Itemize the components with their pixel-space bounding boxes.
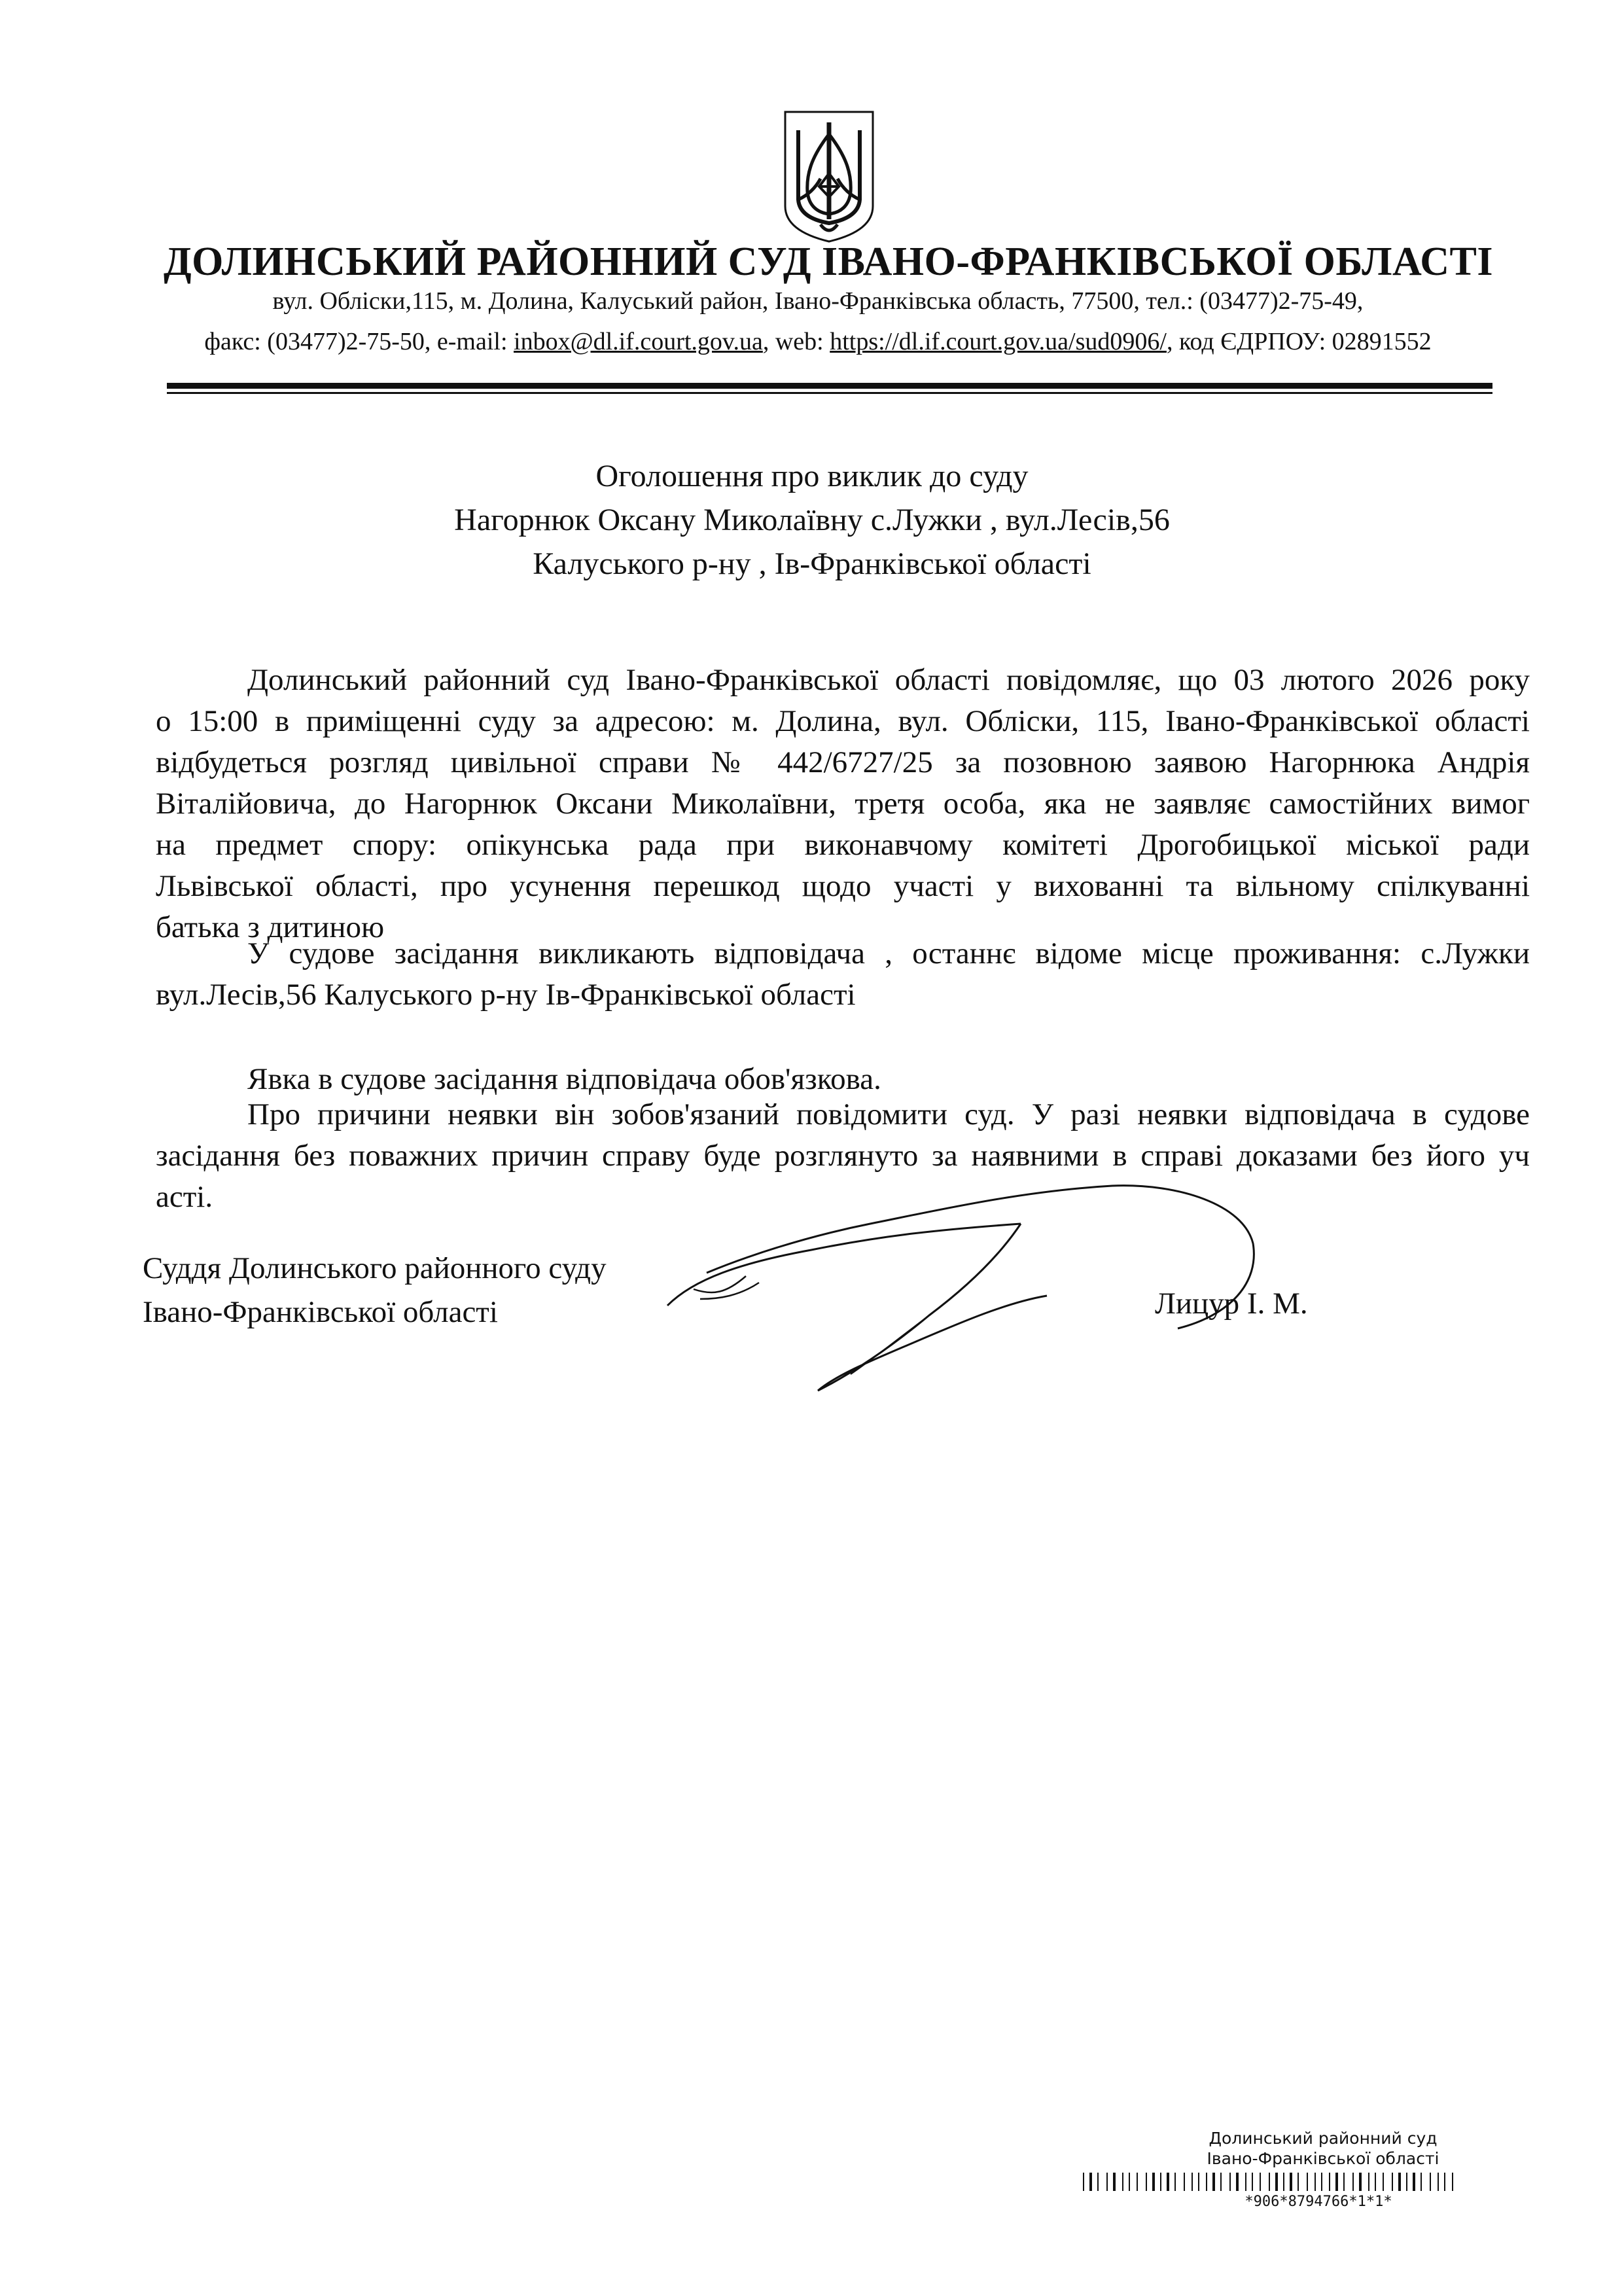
paragraph-line: відбудеться розгляд цивільної справи № 442/6727/25 за позовною заявою Нагорнюка Андрія (156, 745, 1530, 779)
header-divider-thick (167, 383, 1492, 389)
addressee-line-1: Нагорнюк Оксану Миколаївну с.Лужки , вул.Лесів,56 (454, 503, 1170, 537)
addressee-line-2: Калуського р-ну , Ів-Франківської області (533, 546, 1091, 581)
paragraph-line: Віталійовича, до Нагорнюк Оксани Миколаївни, третя особа, яка не заявляє самостійних вимог (156, 787, 1530, 821)
judge-title-line: Івано-Франківської області (143, 1295, 498, 1329)
edrpou-code: , код ЄДРПОУ: 02891552 (1166, 328, 1432, 355)
paragraph-line: асті. (156, 1180, 213, 1214)
stamp-line: Івано-Франківської області (1207, 2149, 1439, 2168)
judge-title-line: Суддя Долинського районного суду (143, 1251, 607, 1285)
paragraph-line: Долинський районний суд Івано-Франківської області повідомляє, що 03 лютого 2026 року (247, 663, 1530, 697)
email-link[interactable]: inbox@dl.if.court.gov.ua (514, 328, 763, 355)
paragraph-line: вул.Лесів,56 Калуського р-ну Ів-Франківської області (156, 978, 856, 1012)
header-divider-thin (167, 392, 1492, 394)
court-title: ДОЛИНСЬКИЙ РАЙОННИЙ СУД ІВАНО-ФРАНКІВСЬКОЇ ОБЛАСТІ (164, 240, 1493, 284)
registry-stamp (1192, 2128, 1454, 2169)
paragraph-mandatory: Явка в судове засідання відповідача обов'язкова. (247, 1062, 881, 1096)
barcode-number: *906*8794766*1*1* (1244, 2194, 1392, 2210)
paragraph-line: о 15:00 в приміщенні суду за адресою: м. Долина, вул. Обліски, 115, Івано-Франківської області (156, 704, 1530, 738)
court-address: вул. Обліски,115, м. Долина, Калуський район, Івано-Франківська область, 77500, тел.: (03477)2-75-49, (272, 287, 1364, 315)
notice-title: Оголошення про виклик до суду (595, 459, 1029, 493)
handwritten-signature-icon (654, 1165, 1276, 1414)
judge-title (143, 1247, 607, 1334)
website-link[interactable]: https://dl.if.court.gov.ua/sud0906/ (830, 328, 1167, 355)
paragraph-hearing (156, 660, 1530, 948)
stamp-line: Долинський районний суд (1209, 2129, 1438, 2148)
judge-name: Лицур І. М. (1155, 1287, 1308, 1321)
paragraph-summons (156, 933, 1530, 1016)
paragraph-line: батька з дитиною (156, 910, 385, 944)
paragraph-line: засідання без поважних причин справу буде розглянуто за наявними в справі доказами без його уч (156, 1139, 1530, 1173)
fax-text: факс: (03477)2-75-50, e-mail: (204, 328, 514, 355)
paragraph-line: на предмет спору: опікунська рада при виконавчому комітеті Дрогобицької міської ради (156, 828, 1530, 862)
barcode-icon (1083, 2173, 1456, 2191)
coat-of-arms-icon (780, 108, 878, 245)
court-contacts (164, 327, 1472, 356)
web-label: , web: (762, 328, 830, 355)
paragraph-line: Львівської області, про усунення перешкод щодо участі у вихованні та вільному спілкуванні (156, 869, 1530, 903)
paragraph-line: У судове засідання викликають відповідача , останнє відоме місце проживання: с.Лужки (247, 936, 1530, 970)
paragraph-line: Про причини неявки він зобов'язаний повідомити суд. У разі неявки відповідача в судове (247, 1097, 1530, 1131)
